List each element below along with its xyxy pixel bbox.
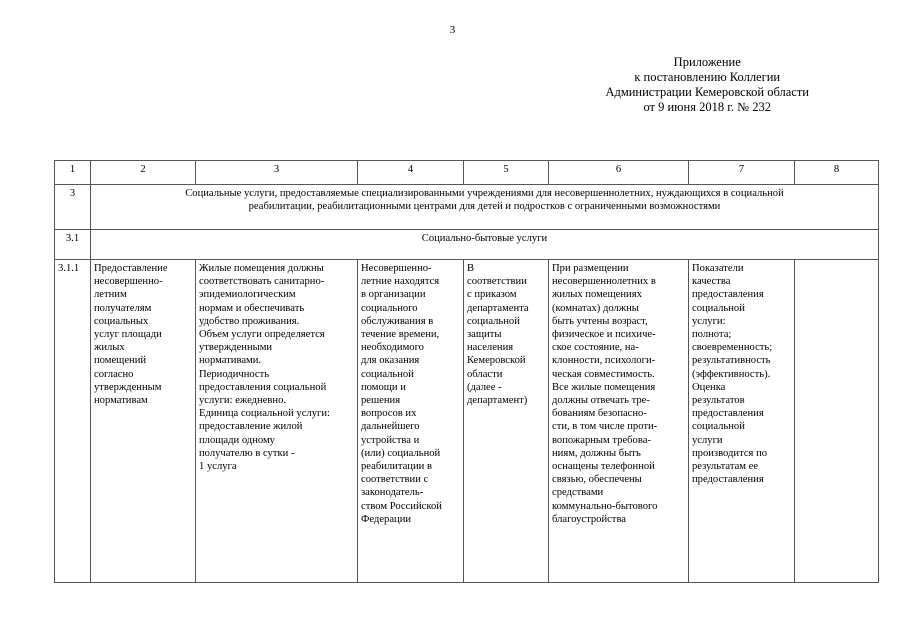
cell-line: течение времени, (361, 329, 440, 341)
header-cell: 3 (196, 161, 358, 185)
header-cell: 7 (689, 161, 795, 185)
cell-line: сти, в том числе проти- (552, 421, 658, 433)
cell-line: соответствовать санитарно- (199, 276, 325, 288)
cell-line: услуг площади (94, 329, 162, 341)
cell-line: вопожарным требова- (552, 434, 651, 446)
cell-line: получателям (94, 302, 152, 314)
service-name-cell (91, 260, 196, 583)
services-table (54, 160, 879, 583)
appendix-line: к постановлению Коллегии (634, 70, 781, 84)
cell-line: несовершенно- (94, 276, 163, 288)
cell-line: В (467, 263, 475, 274)
cell-line: жилых помещениях (552, 289, 642, 301)
cell-line: должны отвечать тре- (552, 395, 650, 407)
header-cell: 8 (795, 161, 879, 185)
conditions-cell (549, 260, 689, 583)
header-cell: 4 (358, 161, 464, 185)
cell-line: ческая совместимость. (552, 368, 655, 380)
appendix-line: Администрации Кемеровской области (605, 85, 809, 99)
cell-line: эпидемиологическим (199, 289, 296, 301)
cell-line: социальной (692, 421, 745, 433)
cell-line: защиты (467, 329, 502, 341)
cell-line: департамента (467, 302, 529, 314)
cell-line: Федерации (361, 513, 412, 525)
appendix-line: Приложение (673, 55, 741, 69)
cell-line: услуги: (692, 315, 726, 327)
cell-line: 1 услуга (199, 461, 237, 473)
cell-line: коммунально-бытового (552, 500, 658, 512)
cell-line: ниям, должны быть (552, 447, 641, 459)
cell-line: для оказания (361, 355, 420, 367)
cell-line: социальной (361, 368, 414, 380)
cell-line: предоставление жилой (199, 421, 303, 433)
header-cell: 6 (549, 161, 689, 185)
cell-line: социальной (467, 315, 520, 327)
service-description-cell (196, 260, 358, 583)
cell-line: обслуживания в (361, 315, 434, 327)
cell-line: устройства и (361, 434, 420, 446)
cell-line: площади одному (199, 434, 275, 446)
section-title (91, 185, 879, 230)
cell-line: соответствии с (361, 474, 429, 486)
cell-line: в организации (361, 289, 426, 301)
cell-line: бованиям безопасно- (552, 408, 647, 420)
cell-line: получателю в сутки - (199, 447, 295, 459)
cell-line: предоставления социальной (199, 381, 327, 393)
cell-line: реабилитации в (361, 461, 432, 473)
subsection-title: Социально-бытовые услуги (91, 230, 879, 260)
cell-line: согласно (94, 368, 134, 380)
cell-line: Показатели (692, 263, 744, 274)
cell-line: вопросов их (361, 408, 417, 420)
subsection-number: 3.1 (55, 230, 91, 260)
cell-line: ское состояние, на- (552, 342, 639, 354)
cell-line: Несовершенно- (361, 263, 432, 274)
cell-line: Периодичность (199, 368, 270, 380)
header-row (55, 161, 879, 185)
appendix-block (605, 55, 809, 115)
cell-line: социального (361, 302, 418, 314)
cell-line: Оценка (692, 381, 726, 393)
cell-line: Предоставление (94, 263, 168, 274)
cell-line: клонности, психологи- (552, 355, 656, 367)
section-title-line: реабилитации, реабилитационными центрами для детей и подростков с ограниченными возможностями (248, 201, 721, 213)
cell-line: решения (361, 395, 401, 407)
cell-line: социальной (692, 302, 745, 314)
cell-line: социальных (94, 315, 149, 327)
cell-line: с приказом (467, 289, 517, 301)
cell-line: Объем услуги определяется (199, 329, 325, 341)
cell-line: Кемеровской (467, 355, 526, 367)
cell-line: Единица социальной услуги: (199, 408, 330, 420)
cell-line: Жилые помещения должны (199, 263, 324, 274)
cell-line: департамент) (467, 395, 528, 407)
cell-line: предоставления (692, 474, 764, 486)
cell-line: удобство проживания. (199, 315, 300, 327)
cell-line: средствами (552, 487, 604, 499)
header-cell: 1 (55, 161, 91, 185)
appendix-line: от 9 июня 2018 г. № 232 (643, 100, 771, 114)
cell-line: населения (467, 342, 514, 354)
cell-line: законодатель- (361, 487, 424, 499)
cell-line: полнота; (692, 329, 732, 341)
table-row (55, 260, 879, 583)
cell-line: производится по (692, 447, 768, 459)
tariff-cell (464, 260, 549, 583)
cell-line: нормативам (94, 395, 148, 407)
cell-line: летние находятся (361, 276, 440, 288)
cell-line: нормативами. (199, 355, 262, 367)
cell-line: летним (94, 289, 127, 301)
cell-line: услуги: ежедневно. (199, 395, 287, 407)
cell-line: помещений (94, 355, 147, 367)
quality-indicators-cell (689, 260, 795, 583)
cell-line: (или) социальной (361, 447, 441, 459)
cell-line: несовершеннолетних в (552, 276, 656, 288)
section-title-line: Социальные услуги, предоставляемые специализированными учреждениями для несовершеннолетних, нуждающихся в социальной (185, 188, 784, 199)
cell-line: физическое и психиче- (552, 329, 656, 341)
cell-line: Все жилые помещения (552, 381, 656, 393)
section-row (55, 185, 879, 230)
cell-line: необходимого (361, 342, 424, 354)
cell-line: области (467, 368, 503, 380)
cell-line: благоустройства (552, 513, 627, 525)
cell-line: предоставления (692, 408, 764, 420)
page-number: 3 (449, 24, 456, 36)
cell-line: связью, обеспечены (552, 474, 642, 486)
cell-line: соответствии (467, 276, 527, 288)
cell-line: При размещении (552, 263, 629, 274)
cell-line: результатов (692, 395, 745, 407)
subsection-row (55, 230, 879, 260)
header-cell: 2 (91, 161, 196, 185)
cell-line: (далее - (467, 381, 502, 393)
cell-line: дальнейшего (361, 421, 420, 433)
cell-line: нормам и обеспечивать (199, 302, 305, 314)
cell-line: утвержденным (94, 381, 162, 393)
cell-line: оснащены телефонной (552, 461, 655, 473)
cell-line: результативность (692, 355, 771, 367)
cell-line: утвержденными (199, 342, 273, 354)
cell-line: ством Российской (361, 500, 442, 512)
cell-line: предоставления (692, 289, 764, 301)
cell-line: жилых (94, 342, 125, 354)
cell-line: результатам ее (692, 461, 759, 473)
section-number: 3 (55, 185, 91, 230)
cell-line: своевременность; (692, 342, 773, 354)
cell-line: помощи и (361, 381, 406, 393)
cell-line: быть учтены возраст, (552, 315, 648, 327)
cell-line: услуги (692, 434, 723, 446)
service-duration-cell (358, 260, 464, 583)
header-cell: 5 (464, 161, 549, 185)
empty-cell (795, 260, 879, 583)
cell-line: (комнатах) должны (552, 302, 639, 314)
cell-line: (эффективность). (692, 368, 771, 380)
cell-line: качества (692, 276, 731, 288)
row-number: 3.1.1 (55, 260, 91, 583)
